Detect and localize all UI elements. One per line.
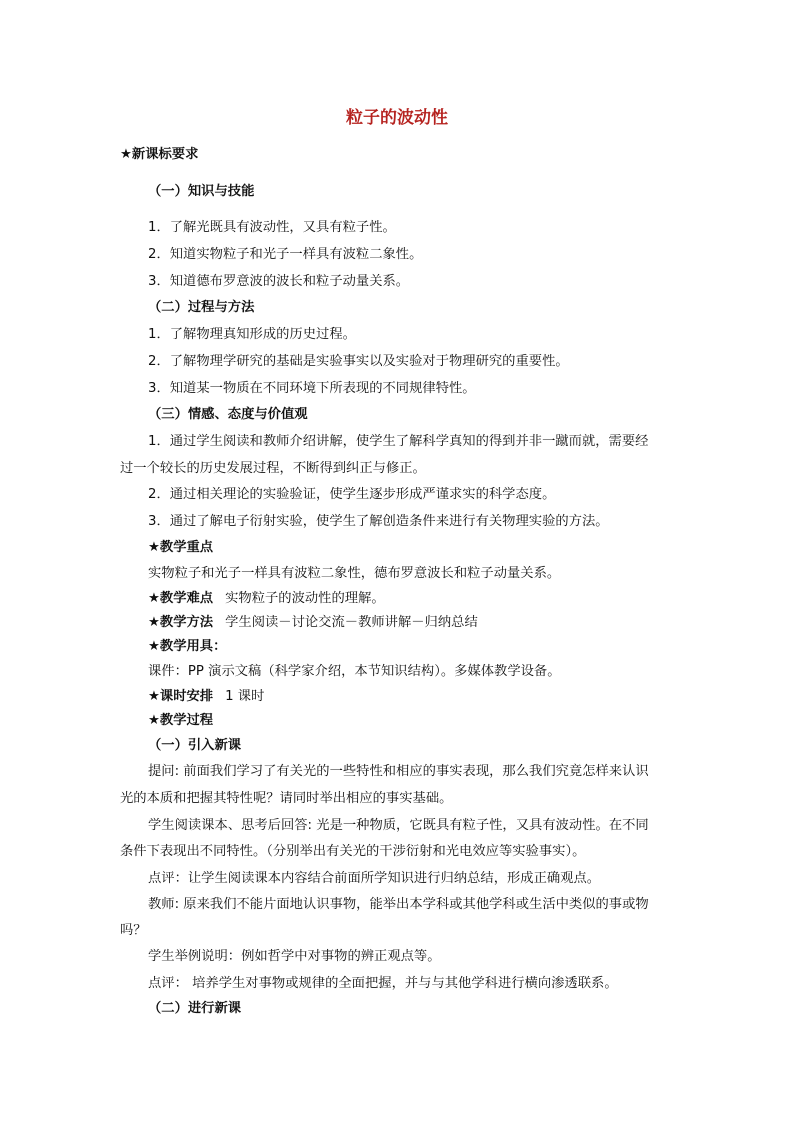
knowledge-item-2: 2．知道实物粒子和光子一样具有波粒二象性。 — [148, 247, 423, 262]
emotion-item-3: 3．通过了解电子衍射实验，使学生了解创造条件来进行有关物理实验的方法。 — [148, 514, 609, 529]
teacher-question-line-2: 吗？ — [120, 923, 147, 938]
knowledge-item-3: 3．知道德布罗意波的波长和粒子动量关系。 — [148, 274, 410, 289]
emotion-item-1-line-1: 1．通过学生阅读和教师介绍讲解，使学生了解科学真知的得到并非一蹴而就，需要经 — [148, 434, 649, 449]
heading-teaching-process: ★教学过程 — [148, 713, 214, 728]
document-title: 粒子的波动性 — [346, 108, 448, 128]
process-item-2: 2．了解物理学研究的基础是实验事实以及实验对于物理研究的重要性。 — [148, 354, 569, 369]
heading-class-schedule: ★课时安排 — [148, 689, 214, 704]
student-answer-line-2: 条件下表现出不同特性。（分别举出有关光的干涉衍射和光电效应等实验事实）。 — [120, 844, 586, 859]
subheading-intro-new-lesson: （一）引入新课 — [148, 738, 242, 753]
process-item-1: 1．了解物理真知形成的历史过程。 — [148, 327, 356, 342]
process-item-3: 3．知道某一物质在不同环境下所表现的不同规律特性。 — [148, 381, 476, 396]
subheading-knowledge-skills: （一）知识与技能 — [148, 184, 255, 199]
teaching-method-row — [148, 614, 478, 632]
student-example: 学生举例说明：例如哲学中对事物的辨正观点等。 — [148, 949, 441, 964]
teaching-difficulty-text: 实物粒子的波动性的理解。 — [225, 591, 385, 606]
emotion-item-1-line-2: 过一个较长的历史发展过程，不断得到纠正与修正。 — [120, 461, 426, 476]
section-heading-curriculum: ★新课标要求 — [120, 147, 199, 162]
heading-teaching-difficulty: ★教学难点 — [148, 591, 214, 606]
heading-teaching-tools: ★教学用具： — [148, 639, 227, 654]
class-schedule-row — [148, 688, 264, 706]
comment-2: 点评： 培养学生对事物或规律的全面把握，并与与其他学科进行横向渗透联系。 — [148, 976, 618, 991]
heading-teaching-focus: ★教学重点 — [148, 540, 214, 555]
teaching-difficulty-row — [148, 590, 385, 608]
student-answer-line-1: 学生阅读课本、思考后回答: 光是一种物质，它既具有粒子性，又具有波动性。在不同 — [148, 818, 649, 833]
subheading-process-method: （二）过程与方法 — [148, 300, 255, 315]
class-schedule-text: 1 课时 — [225, 689, 265, 704]
teaching-method-text: 学生阅读－讨论交流－教师讲解－归纳总结 — [225, 615, 478, 630]
teaching-focus-text: 实物粒子和光子一样具有波粒二象性，德布罗意波长和粒子动量关系。 — [148, 566, 561, 581]
emotion-item-2: 2．通过相关理论的实验验证，使学生逐步形成严谨求实的科学态度。 — [148, 487, 556, 502]
knowledge-item-1: 1．了解光既具有波动性，又具有粒子性。 — [148, 220, 396, 235]
comment-1: 点评：让学生阅读课本内容结合前面所学知识进行归纳总结，形成正确观点。 — [148, 871, 601, 886]
subheading-emotion-values: （三）情感、态度与价值观 — [148, 407, 308, 422]
teaching-tools-text: 课件：PP 演示文稿（科学家介绍，本节知识结构）。多媒体教学设备。 — [148, 664, 561, 679]
intro-question-line-1: 提问: 前面我们学习了有关光的一些特性和相应的事实表现，那么我们究竟怎样来认识 — [148, 764, 649, 779]
subheading-new-lesson: （二）进行新课 — [148, 1001, 242, 1016]
teacher-question-line-1: 教师: 原来我们不能片面地认识事物，能举出本学科或其他学科或生活中类似的事或物 — [148, 897, 649, 912]
heading-teaching-method: ★教学方法 — [148, 615, 214, 630]
intro-question-line-2: 光的本质和把握其特性呢？请同时举出相应的事实基础。 — [120, 791, 453, 806]
